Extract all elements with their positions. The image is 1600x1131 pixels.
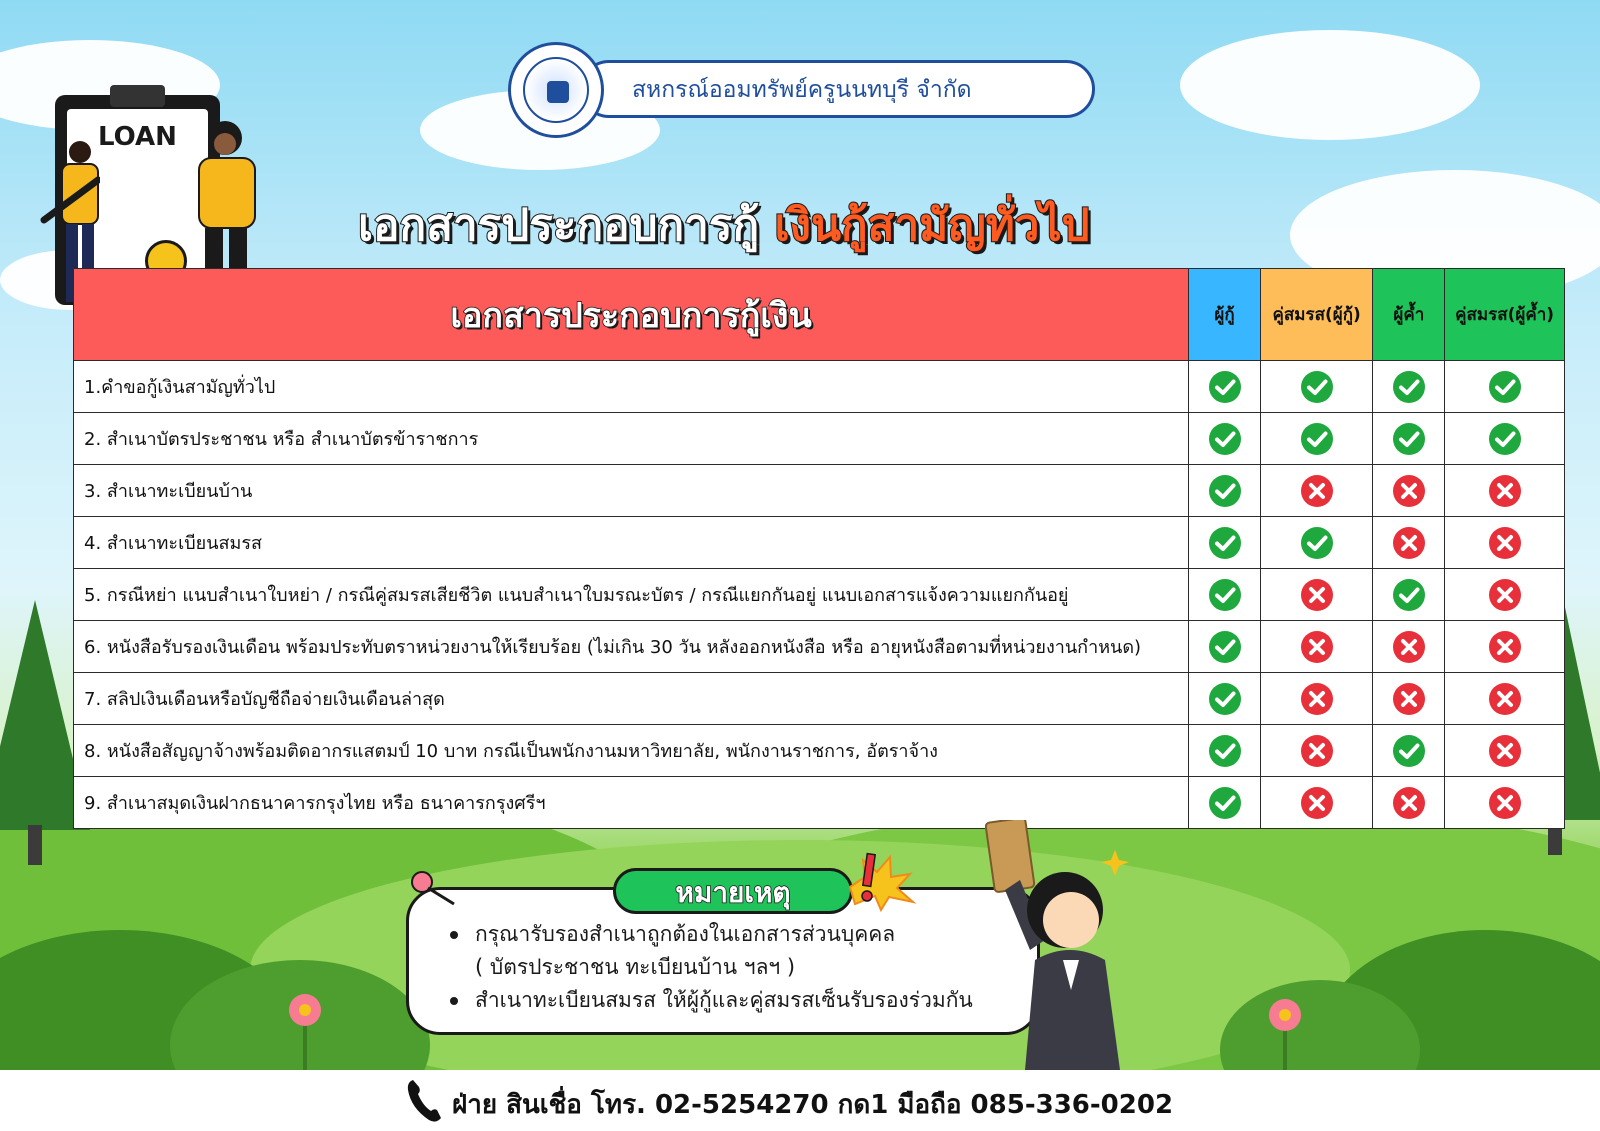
column-header-guarantor-spouse: คู่สมรส(ผู้ค้ำ) [1445,269,1565,361]
check-circle-icon [1208,474,1242,508]
mark-cell-borrower-spouse [1260,673,1373,725]
mark-cell-borrower [1189,517,1261,569]
note-item-text: ( บัตรประชาชน ทะเบียนบ้าน ฯลฯ ) [475,955,796,979]
check-circle-icon [1208,682,1242,716]
document-label: 5. กรณีหย่า แนบสำเนาใบหย่า / กรณีคู่สมรสเสียชีวิต แนบสำเนาใบมรณะบัตร / กรณีแยกกันอยู่ แนบเอกสารแจ้งความแยกกันอยู่ [74,569,1189,621]
x-circle-icon [1300,474,1334,508]
mark-cell-borrower [1189,361,1261,413]
check-circle-icon [1488,422,1522,456]
mark-cell-borrower-spouse [1260,569,1373,621]
mark-cell-borrower-spouse [1260,413,1373,465]
x-circle-icon [1488,786,1522,820]
mark-cell-borrower-spouse [1260,517,1373,569]
mark-cell-borrower-spouse [1260,465,1373,517]
x-circle-icon [1300,578,1334,612]
x-circle-icon [1392,630,1426,664]
phone-icon [405,1076,445,1126]
x-circle-icon [1392,786,1426,820]
mark-cell-guarantor [1373,777,1445,829]
title-prefix: เอกสารประกอบการกู้ [358,200,775,251]
document-label: 1.คำขอกู้เงินสามัญทั่วไป [74,361,1189,413]
x-circle-icon [1488,734,1522,768]
document-label: 7. สลิปเงินเดือนหรือบัญชีถือจ่ายเงินเดือนล่าสุด [74,673,1189,725]
x-circle-icon [1488,474,1522,508]
mark-cell-guarantor-spouse [1445,621,1565,673]
mark-cell-guarantor [1373,725,1445,777]
check-circle-icon [1208,734,1242,768]
note-title: หมายเหตุ [675,876,791,909]
exclamation-icon [845,852,925,912]
check-circle-icon [1208,370,1242,404]
check-circle-icon [1392,734,1426,768]
table-row [74,517,1565,569]
document-requirements-table [73,268,1565,829]
mark-cell-borrower-spouse [1260,361,1373,413]
table-row [74,361,1565,413]
check-circle-icon [1300,422,1334,456]
mark-cell-borrower [1189,673,1261,725]
check-circle-icon [1208,526,1242,560]
mark-cell-borrower [1189,569,1261,621]
note-list [450,918,973,1017]
mark-cell-guarantor-spouse [1445,413,1565,465]
x-circle-icon [1300,682,1334,716]
check-circle-icon [1392,422,1426,456]
cloud [1180,30,1480,140]
mark-cell-guarantor [1373,621,1445,673]
document-label: 6. หนังสือรับรองเงินเดือน พร้อมประทับตราหน่วยงานให้เรียบร้อย (ไม่เกิน 30 วัน หลังออกหนังสือ หรือ อายุหนังสือตามที่หน่วยงานกำหนด) [74,621,1189,673]
title-highlight: เงินกู้สามัญทั่วไป [774,200,1090,251]
mark-cell-guarantor-spouse [1445,777,1565,829]
mark-cell-guarantor-spouse [1445,465,1565,517]
x-circle-icon [1300,786,1334,820]
table-main-header: เอกสารประกอบการกู้เงิน [74,269,1189,361]
mark-cell-borrower [1189,413,1261,465]
note-item-text: สำเนาทะเบียนสมรส ให้ผู้กู้และคู่สมรสเซ็นรับรองร่วมกัน [475,988,973,1012]
x-circle-icon [1300,734,1334,768]
bullet-icon [450,997,458,1005]
push-pin-icon [410,870,460,910]
check-circle-icon [1488,370,1522,404]
mark-cell-guarantor-spouse [1445,725,1565,777]
mark-cell-guarantor [1373,569,1445,621]
document-label: 9. สำเนาสมุดเงินฝากธนาคารกรุงไทย หรือ ธนาคารกรุงศรีฯ [74,777,1189,829]
tree-trunk [28,825,42,865]
org-name: สหกรณ์ออมทรัพย์ครูนนทบุรี จำกัด [632,77,972,103]
mark-cell-guarantor [1373,465,1445,517]
check-circle-icon [1300,370,1334,404]
table-row [74,725,1565,777]
mark-cell-guarantor-spouse [1445,361,1565,413]
x-circle-icon [1488,682,1522,716]
check-circle-icon [1392,578,1426,612]
mark-cell-borrower [1189,621,1261,673]
note-item-text: กรุณารับรองสำเนาถูกต้องในเอกสารส่วนบุคคล [475,922,896,946]
table-row [74,465,1565,517]
mark-cell-guarantor [1373,361,1445,413]
flower-icon [1265,995,1305,1070]
x-circle-icon [1488,578,1522,612]
table-row [74,777,1565,829]
column-header-borrower: ผู้กู้ [1189,269,1261,361]
check-circle-icon [1208,578,1242,612]
x-circle-icon [1488,526,1522,560]
page-title [358,190,1090,260]
table-row [74,621,1565,673]
mark-cell-borrower-spouse [1260,621,1373,673]
loan-illustration-text: LOAN [98,122,177,152]
mark-cell-borrower [1189,725,1261,777]
table-row [74,413,1565,465]
document-label: 3. สำเนาทะเบียนบ้าน [74,465,1189,517]
x-circle-icon [1392,526,1426,560]
note-item [450,984,973,1017]
column-header-guarantor: ผู้ค้ำ [1373,269,1445,361]
x-circle-icon [1300,630,1334,664]
check-circle-icon [1208,422,1242,456]
table-row [74,673,1565,725]
flower-icon [285,990,325,1070]
column-header-borrower-spouse: คู่สมรส(ผู้กู้) [1260,269,1373,361]
mark-cell-borrower [1189,465,1261,517]
note-item [450,951,973,984]
mark-cell-guarantor [1373,413,1445,465]
contact-info: ฝ่าย สินเชื่อ โทร. 02-5254270 กด1 มือถือ 085-336-0202 [452,1090,1174,1120]
mark-cell-guarantor-spouse [1445,673,1565,725]
mark-cell-guarantor-spouse [1445,517,1565,569]
mark-cell-guarantor [1373,517,1445,569]
mark-cell-borrower-spouse [1260,777,1373,829]
cooperative-logo [508,42,604,138]
check-circle-icon [1208,630,1242,664]
x-circle-icon [1392,682,1426,716]
check-circle-icon [1208,786,1242,820]
note-item [450,918,973,951]
table-header-row [74,269,1565,361]
x-circle-icon [1392,474,1426,508]
table-row [74,569,1565,621]
woman-holding-envelope-illustration [985,820,1135,1070]
document-label: 2. สำเนาบัตรประชาชน หรือ สำเนาบัตรข้าราชการ [74,413,1189,465]
check-circle-icon [1300,526,1334,560]
mark-cell-borrower [1189,777,1261,829]
document-label: 4. สำเนาทะเบียนสมรส [74,517,1189,569]
document-label: 8. หนังสือสัญญาจ้างพร้อมติดอากรแสตมป์ 10 บาท กรณีเป็นพนักงานมหาวิทยาลัย, พนักงานราชการ, อัตราจ้าง [74,725,1189,777]
mark-cell-guarantor [1373,673,1445,725]
mark-cell-guarantor-spouse [1445,569,1565,621]
mark-cell-borrower-spouse [1260,725,1373,777]
x-circle-icon [1488,630,1522,664]
bullet-icon [450,931,458,939]
check-circle-icon [1392,370,1426,404]
